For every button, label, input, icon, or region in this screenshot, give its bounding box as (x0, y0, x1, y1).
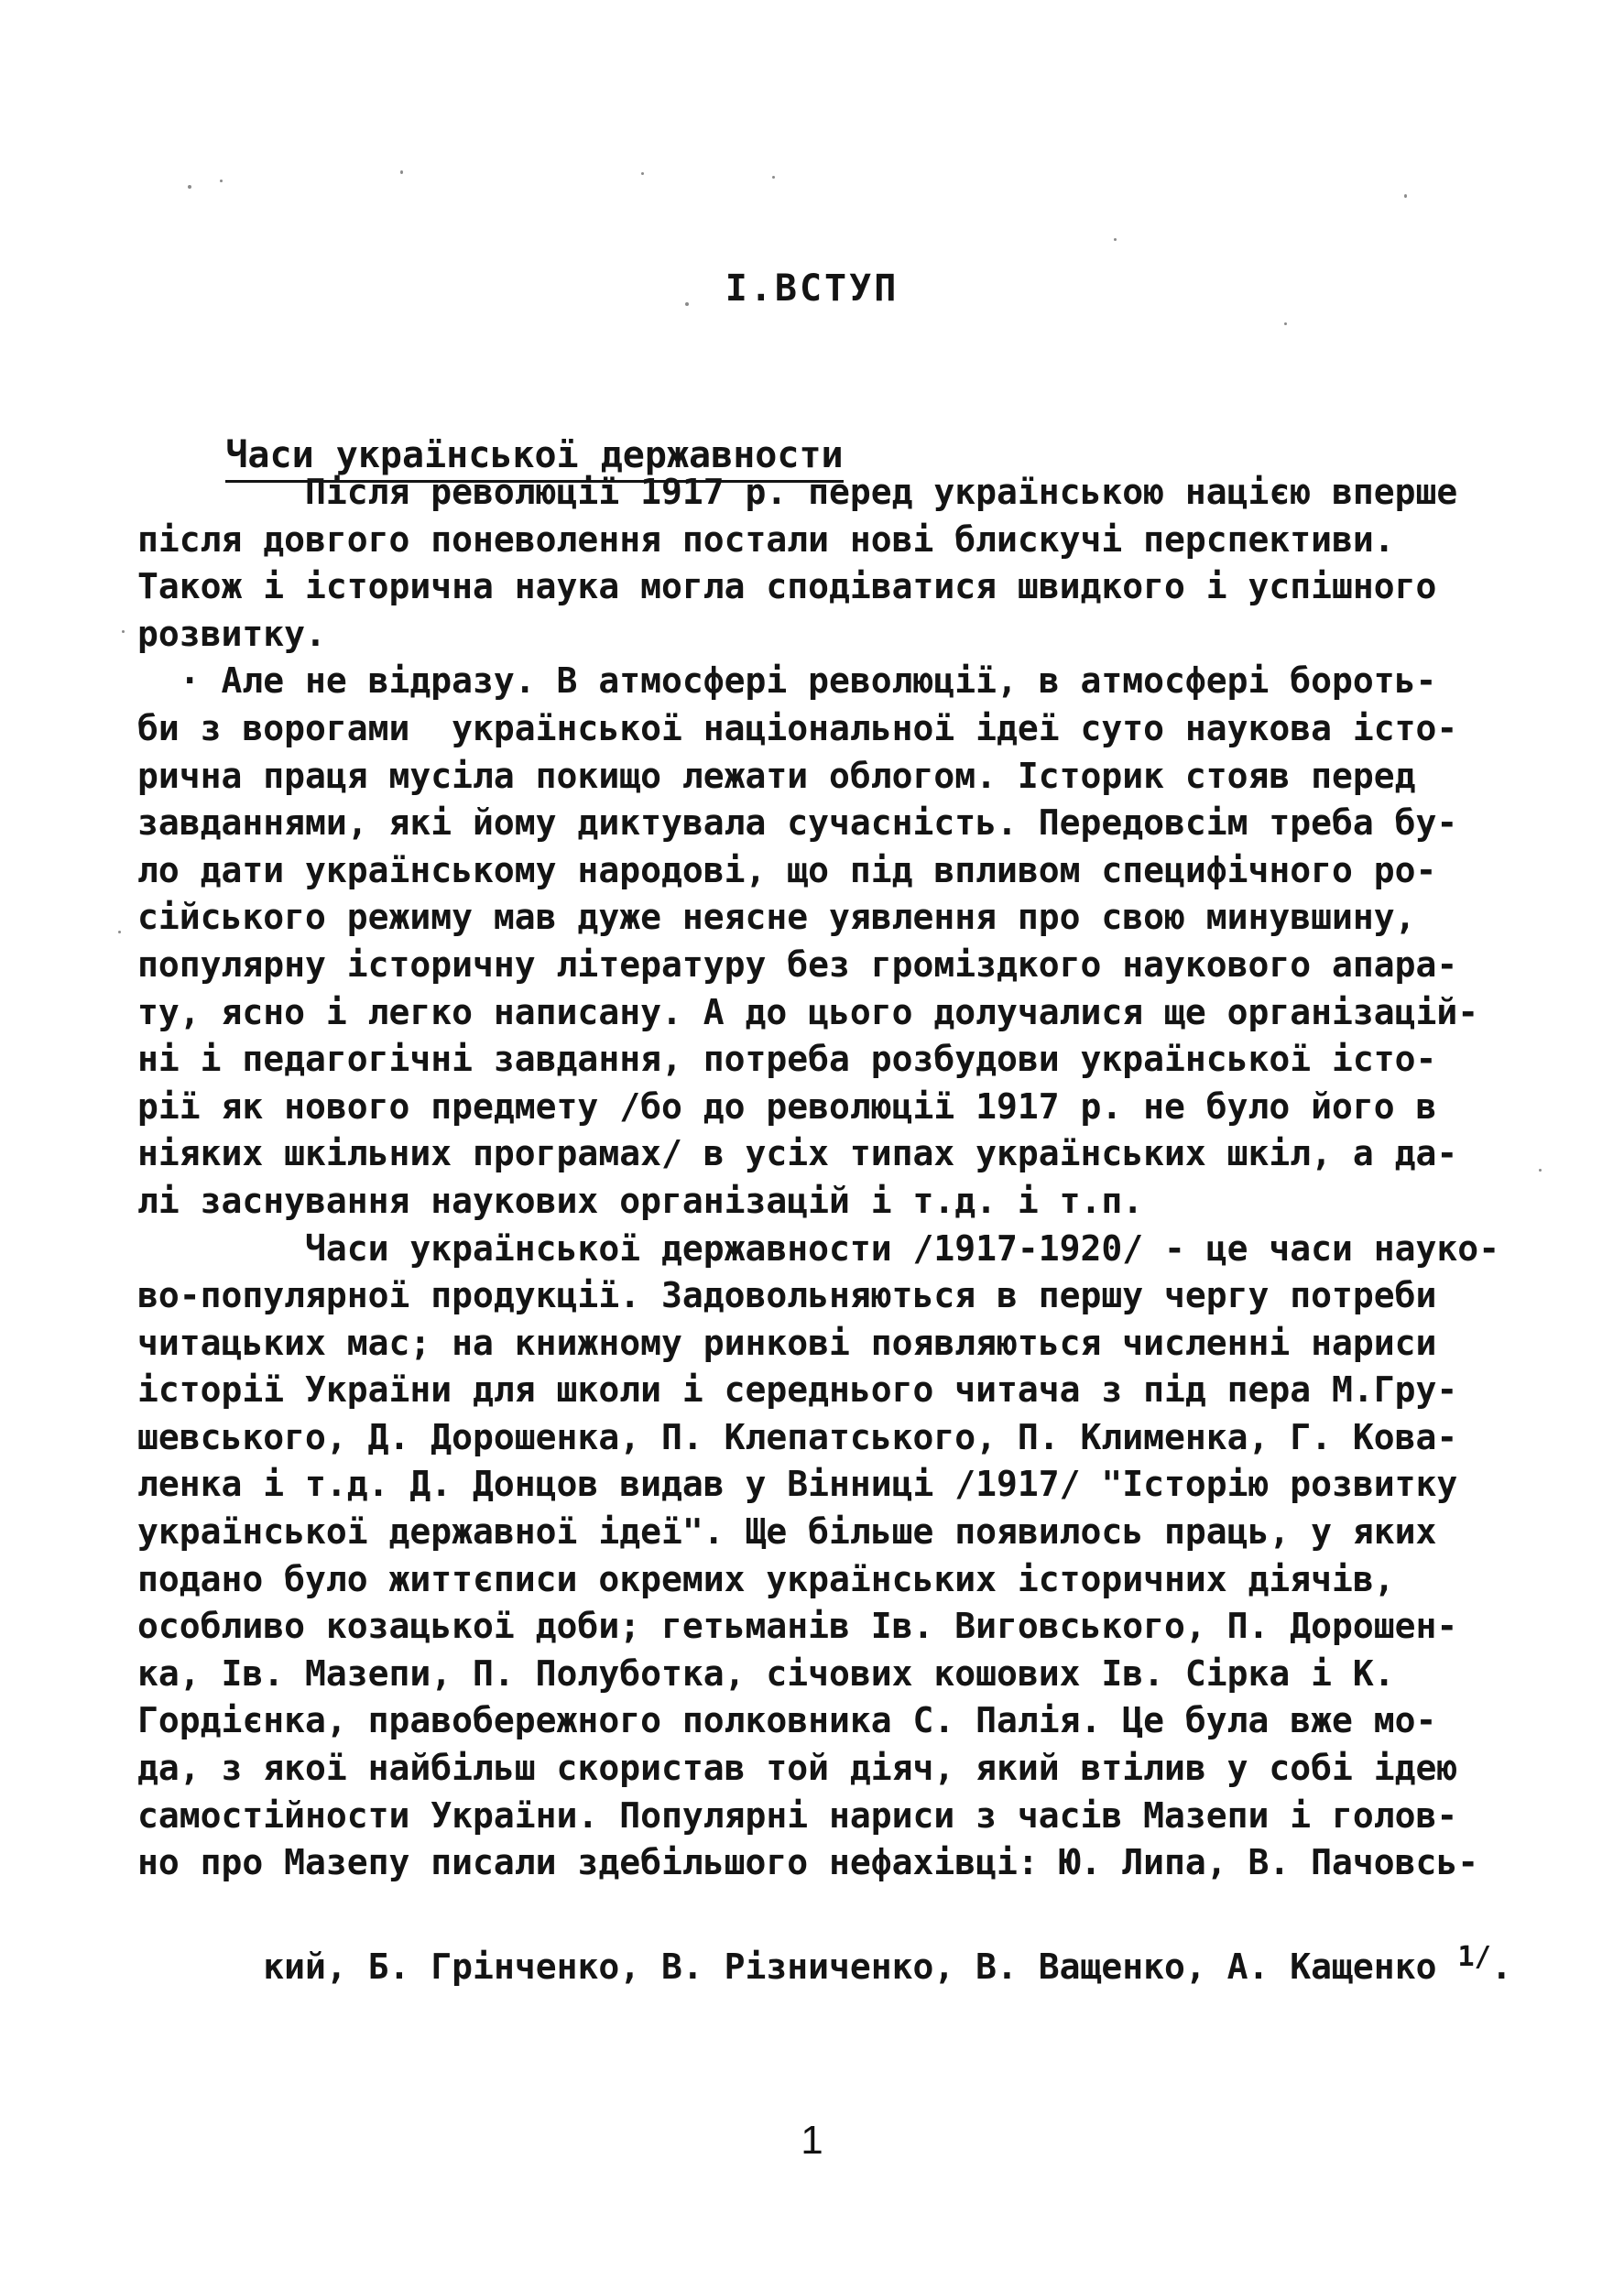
scan-speck (122, 630, 125, 633)
text-line: подано було життєписи окремих українських історичних діячів, (137, 1558, 1395, 1599)
text-line: читацьких мас; на книжному ринкові появляються численні нариси (137, 1322, 1437, 1363)
text-line: української державної ідеї". Ще більше появилось праць, у яких (137, 1511, 1437, 1553)
text-line: рії як нового предмету /бо до революції 1917 р. не було його в (137, 1085, 1437, 1127)
footnote-marker: 1/ (1457, 1941, 1491, 1974)
scan-speck (641, 172, 644, 175)
text-line: історії України для школи і середнього читача з під пера М.Гру- (137, 1369, 1458, 1411)
scan-speck (1539, 1169, 1542, 1172)
text-line: во-популярної продукції. Задовольняються в першу чергу потреби (137, 1275, 1437, 1316)
text-line: но про Мазепу писали здебільшого нефахівці: Ю. Липа, В. Пачовсь- (137, 1842, 1479, 1883)
text-line: розвитку. (137, 613, 326, 654)
text-line: рична праця мусіла покищо лежати облогом. Історик стояв перед (137, 755, 1416, 796)
scan-speck (1114, 238, 1117, 241)
text-line: Також і історична наука могла сподіватися швидкого і успішного (137, 566, 1437, 607)
text-line: би з ворогами української національної ідеї суто наукова істо- (137, 707, 1458, 748)
text-line: ні і педагогічні завдання, потреба розбудови української істо- (137, 1039, 1437, 1080)
section-heading-text: Часи української державности (225, 434, 843, 483)
text-line: завданнями, які йому диктувала сучасність. Передовсім треба бу- (137, 802, 1458, 844)
text-line: ту, ясно і легко написану. А до цього долучалися ще організацій- (137, 991, 1479, 1032)
text-line: Гордієнка, правобережного полковника С. Палія. Це була вже мо- (137, 1700, 1437, 1741)
scan-speck (772, 176, 775, 179)
scan-speck (400, 170, 403, 174)
body-text (137, 469, 1539, 1988)
text-line: ка, Ів. Мазепи, П. Полуботка, січових кошових Ів. Сірка і К. (137, 1652, 1395, 1694)
scan-speck (220, 180, 223, 182)
text-line: ніяких шкільних програмах/ в усіх типах українських шкіл, а да- (137, 1133, 1458, 1174)
text-line: лі заснування наукових організацій і т.д. і т.п. (137, 1180, 1144, 1221)
last-line-text: кий, Б. Грінченко, В. Різниченко, В. Ващенко, А. Кащенко (263, 1946, 1458, 1988)
text-line: Часи української державности /1917-1920/ - це часи науко- (137, 1227, 1500, 1269)
scan-speck (188, 185, 191, 189)
text-line: після довгого поневолення постали нові блискучі перспективи. (137, 518, 1395, 560)
text-line: ло дати українському народові, що під впливом специфічного ро- (137, 849, 1437, 890)
text-line: сійського режиму мав дуже неясне уявлення про свою минувшину, (137, 897, 1416, 938)
text-line: самостійности України. Популярні нариси з часів Мазепи і голов- (137, 1794, 1458, 1836)
text-line (137, 1887, 1539, 1988)
text-line: да, з якої найбільш скористав той діяч, який втілив у собі ідею (137, 1748, 1458, 1789)
page-title: І.ВСТУП (725, 267, 899, 310)
text-line: Після революції 1917 р. перед українською нацією вперше (137, 472, 1458, 512)
scan-speck (118, 931, 121, 933)
scan-speck (685, 302, 689, 306)
text-line: ленка і т.д. Д. Донцов видав у Вінниці /1917/ "Історію розвитку (137, 1464, 1458, 1505)
last-line-period: . (1490, 1946, 1512, 1988)
text-line: · Але не відразу. В атмосфері революції, в атмосфері бороть- (137, 660, 1437, 702)
text-line: шевського, Д. Дорошенка, П. Клепатського, П. Клименка, Г. Кова- (137, 1416, 1458, 1457)
text-line: популярну історичну літературу без громіздкого наукового апара- (137, 943, 1458, 985)
page-number: 1 (801, 2118, 823, 2163)
scan-speck (1404, 194, 1407, 198)
scan-speck (1284, 322, 1287, 325)
text-line: особливо козацької доби; гетьманів Ів. Виговського, П. Дорошен- (137, 1606, 1458, 1647)
